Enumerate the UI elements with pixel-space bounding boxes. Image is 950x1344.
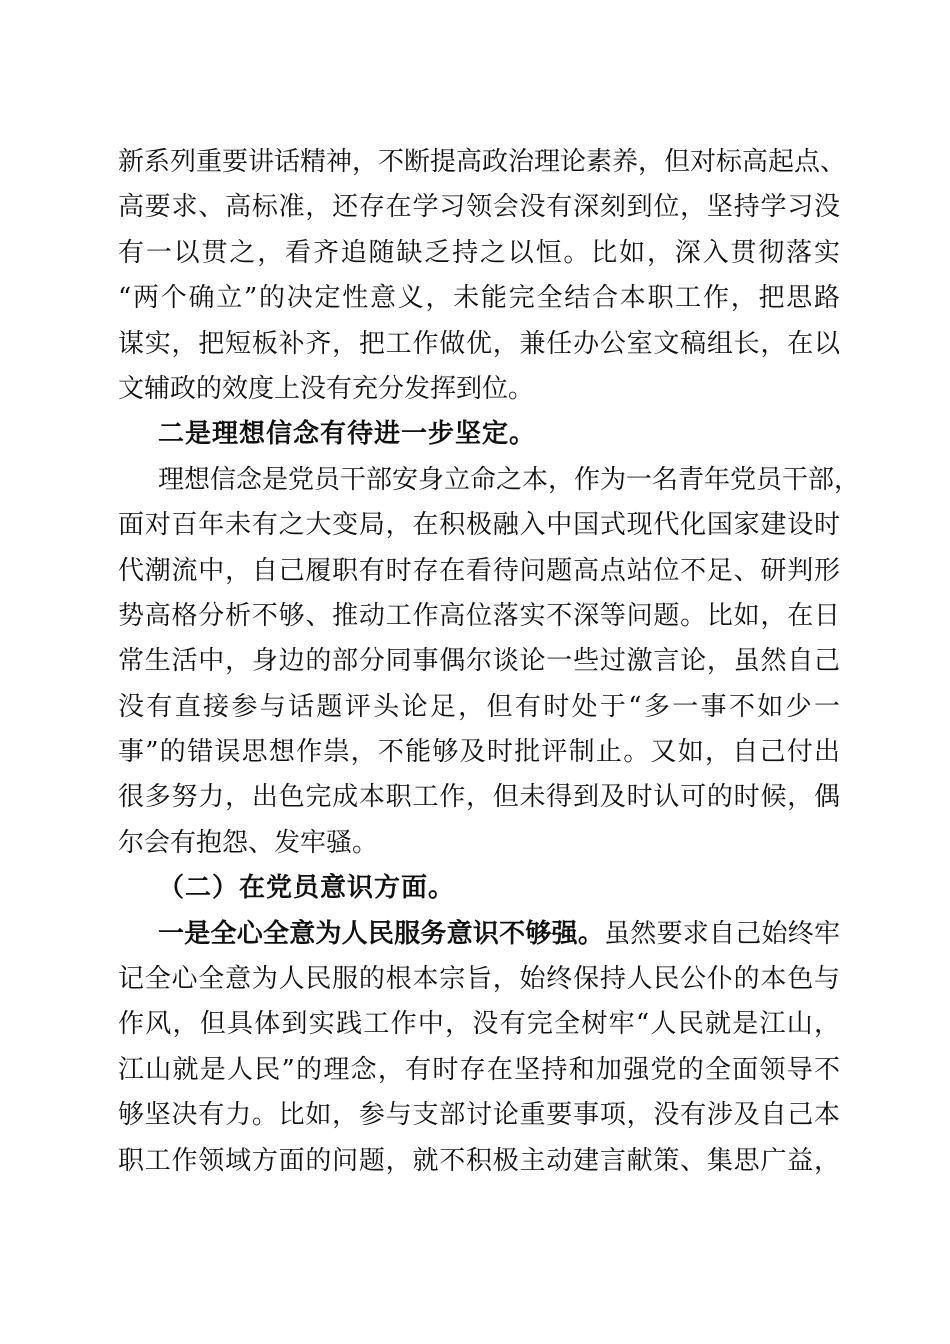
text-line: 有一以贯之，看齐追随缺乏持之以恒。比如，深入贯彻落实 [118, 237, 840, 268]
paragraph-serve-people [118, 912, 840, 1184]
paragraph-study [118, 140, 847, 412]
text-line: 职工作领域方面的问题，就不积极主动建言献策、集思广益， [118, 1145, 840, 1176]
paragraph-ideals [118, 458, 861, 867]
text-line [118, 912, 840, 957]
text-line: 文辅政的效度上没有充分发挥到位。 [118, 373, 535, 404]
text-line: 够坚决有力。比如，参与支部讨论重要事项，没有涉及自己本 [118, 1100, 840, 1131]
text-line: 高要求、高标准，还存在学习领会没有深刻到位，坚持学习没 [118, 192, 840, 223]
text-line: 作风，但具体到实践工作中，没有完全树牢“人民就是江山， [118, 1009, 840, 1040]
text-line: 代潮流中，自己履职有时存在看待问题高点站位不足、研判形 [118, 555, 840, 586]
text-line: 江山就是人民”的理念，有时存在坚持和加强党的全面领导不 [118, 1054, 840, 1085]
section-heading-ideals: 二是理想信念有待进一步坚定。 [158, 419, 537, 450]
text-line: 尔会有抱怨、发牢骚。 [118, 827, 379, 858]
text-line: 新系列重要讲话精神，不断提高政治理论素养，但对标高起点、 [118, 147, 847, 177]
text-line: 记全心全意为人民服的根本宗旨，始终保持人民公仆的本色与 [118, 964, 840, 995]
text-line: 谋实，把短板补齐，把工作做优，兼任办公室文稿组长，在以 [118, 328, 840, 359]
section-heading-party-awareness: （二）在党员意识方面。 [158, 873, 456, 904]
text-line: 常生活中，身边的部分同事偶尔谈论一些过激言论，虽然自己 [118, 646, 840, 677]
text-line: 理想信念是党员干部安身立命之本，作为一名青年党员干部， [158, 464, 861, 495]
text-line: “两个确立”的决定性意义，未能完全结合本职工作，把思路 [118, 283, 840, 314]
text-line: 没有直接参与话题评头论足，但有时处于“多一事不如少一 [118, 691, 840, 722]
text-line: 很多努力，出色完成本职工作，但未得到及时认可的时候，偶 [118, 782, 840, 813]
text-line: 面对百年未有之大变局，在积极融入中国式现代化国家建设时 [118, 510, 840, 541]
document-body [118, 140, 861, 1184]
text-line: 事”的错误思想作祟，不能够及时批评制止。又如，自己付出 [118, 737, 840, 768]
bold-lead-text: 一是全心全意为人民服务意识不够强。 [158, 918, 605, 949]
text-line: 势高格分析不够、推动工作高位落实不深等问题。比如，在日 [118, 600, 840, 631]
text-fragment: 虽然要求自己始终牢 [604, 918, 840, 949]
